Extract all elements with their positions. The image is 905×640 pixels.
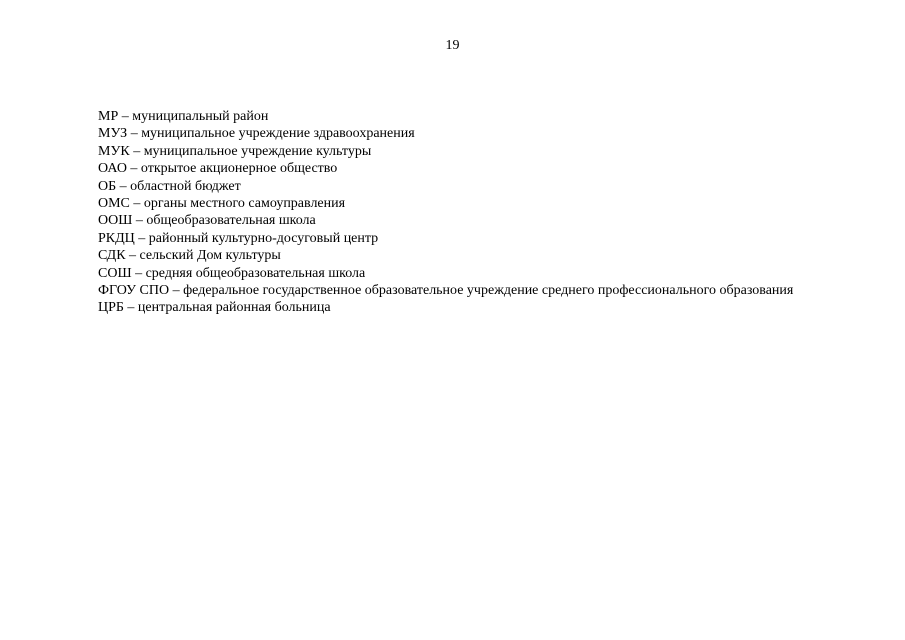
abbreviation-item: СОШ – средняя общеобразовательная школа [98,265,366,281]
abbreviation-item: ОБ – областной бюджет [98,178,241,194]
abbreviation-item: СДК – сельский Дом культуры [98,248,281,264]
abbreviation-item: ООШ – общеобразовательная школа [98,213,316,229]
abbreviation-list [98,108,793,317]
abbreviation-item: ЦРБ – центральная районная больница [98,300,331,316]
abbreviation-item: МР – муниципальный район [98,109,269,124]
abbreviation-item: МУК – муниципальное учреждение культуры [98,143,372,159]
abbreviation-item: ОАО – открытое акционерное общество [98,161,338,177]
abbreviation-item: ОМС – органы местного самоуправления [98,195,346,211]
abbreviation-item: РКДЦ – районный культурно-досуговый центр [98,230,379,246]
page-number: 19 [445,38,460,53]
abbreviation-item: ФГОУ СПО – федеральное государственное образовательное учреждение среднего профессионального образования [98,282,794,298]
abbreviation-item: МУЗ – муниципальное учреждение здравоохранения [98,126,415,142]
